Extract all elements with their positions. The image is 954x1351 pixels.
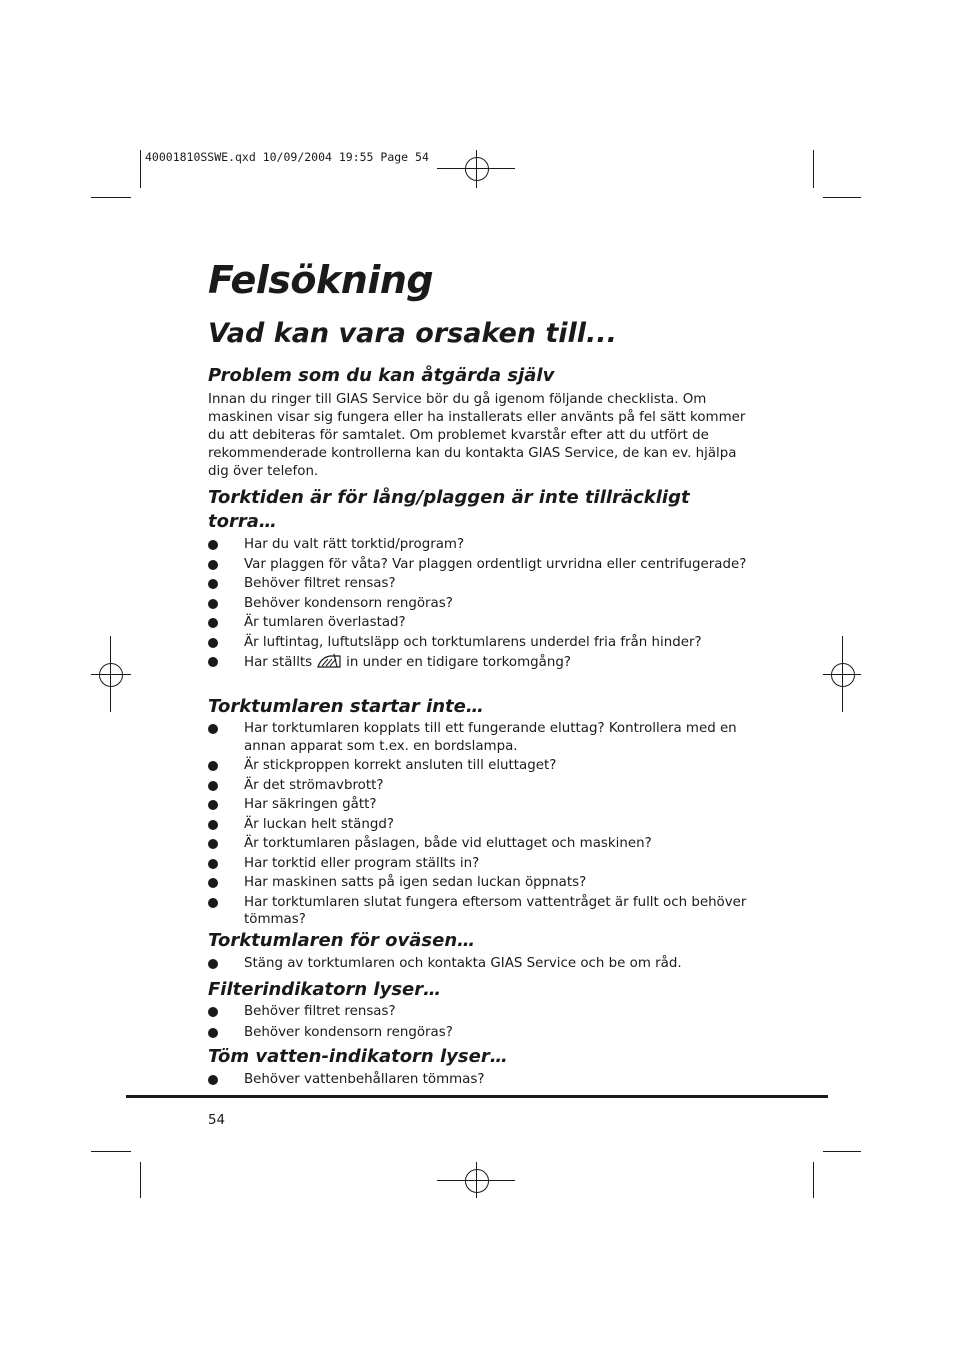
list-item: Har säkringen gått?	[208, 796, 748, 814]
print-slug: 40001810SSWE.qxd 10/09/2004 19:55 Page 54	[145, 150, 429, 164]
crop-mark	[813, 150, 814, 188]
iron-dry-icon	[316, 653, 342, 675]
list-item: Är tumlaren överlastad?	[208, 614, 748, 632]
crop-mark	[91, 197, 131, 198]
list-item: Är stickproppen korrekt ansluten till eluttaget?	[208, 757, 748, 775]
crop-mark	[813, 1162, 814, 1198]
list-item: Behöver kondensorn rengöras?	[208, 595, 748, 613]
list-item: Behöver vattenbehållaren tömmas?	[208, 1071, 748, 1089]
list-item: Är luckan helt stängd?	[208, 816, 748, 834]
crop-mark	[823, 1151, 861, 1152]
intro-paragraph: Innan du ringer till GIAS Service bör du gå igenom följande checklista. Om maskinen visar sig fungera eller ha installerats eller använts på fel sätt kommer du att debiteras för samtalet. Om problemet kvarstår efter att du utfört de rekommenderade kontrollerna kan du kontakta GIAS Service, de kan ev. hjälpa dig över telefon.	[208, 392, 746, 479]
list-item: Är torktumlaren påslagen, både vid eluttaget och maskinen?	[208, 835, 748, 853]
footer-rule	[126, 1095, 828, 1098]
section-heading-self-fix: Problem som du kan åtgärda själv	[208, 365, 555, 386]
crop-mark	[140, 1162, 141, 1198]
section-heading-noisy: Torktumlaren för oväsen…	[208, 930, 476, 951]
list-item: Stäng av torktumlaren och kontakta GIAS Service och be om råd.	[208, 955, 748, 973]
list-item: Är luftintag, luftutsläpp och torktumlarens underdel fria från hinder?	[208, 634, 748, 652]
crop-mark	[140, 150, 141, 188]
list-item: Var plaggen för våta? Var plaggen ordentligt urvridna eller centrifugerade?	[208, 556, 748, 574]
section-heading-filter: Filterindikatorn lyser…	[208, 979, 442, 1000]
list-item	[208, 653, 748, 675]
list-item: Behöver filtret rensas?	[208, 1003, 748, 1021]
checklist-drying-long	[208, 536, 748, 675]
section-heading-water: Töm vatten-indikatorn lyser…	[208, 1046, 508, 1067]
list-item: Behöver filtret rensas?	[208, 575, 748, 593]
section-heading-drying-long: Torktiden är för lång/plaggen är inte tillräckligt torra…	[208, 487, 690, 532]
section-heading-not-starting: Torktumlaren startar inte…	[208, 696, 484, 717]
page-subtitle: Vad kan vara orsaken till...	[208, 318, 617, 349]
list-item-text-before: Har ställts	[244, 655, 313, 670]
crop-mark	[823, 197, 861, 198]
page-number: 54	[208, 1113, 226, 1128]
checklist-not-starting	[208, 720, 748, 929]
list-item: Har maskinen satts på igen sedan luckan öppnats?	[208, 874, 748, 892]
list-item: Har torktumlaren kopplats till ett fungerande eluttag? Kontrollera med en annan apparat som t.ex. en bordslampa.	[208, 720, 748, 755]
page-title: Felsökning	[208, 258, 434, 302]
list-item: Behöver kondensorn rengöras?	[208, 1024, 748, 1042]
checklist-filter	[208, 1003, 748, 1041]
list-item: Har torktid eller program ställts in?	[208, 855, 748, 873]
list-item-text-after: in under en tidigare torkomgång?	[346, 655, 571, 670]
list-item: Har du valt rätt torktid/program?	[208, 536, 748, 554]
list-item: Har torktumlaren slutat fungera eftersom vattentråget är fullt och behöver tömmas?	[208, 894, 748, 929]
checklist-noisy	[208, 955, 748, 973]
crop-mark	[91, 1151, 131, 1152]
checklist-water	[208, 1071, 748, 1089]
list-item: Är det strömavbrott?	[208, 777, 748, 795]
